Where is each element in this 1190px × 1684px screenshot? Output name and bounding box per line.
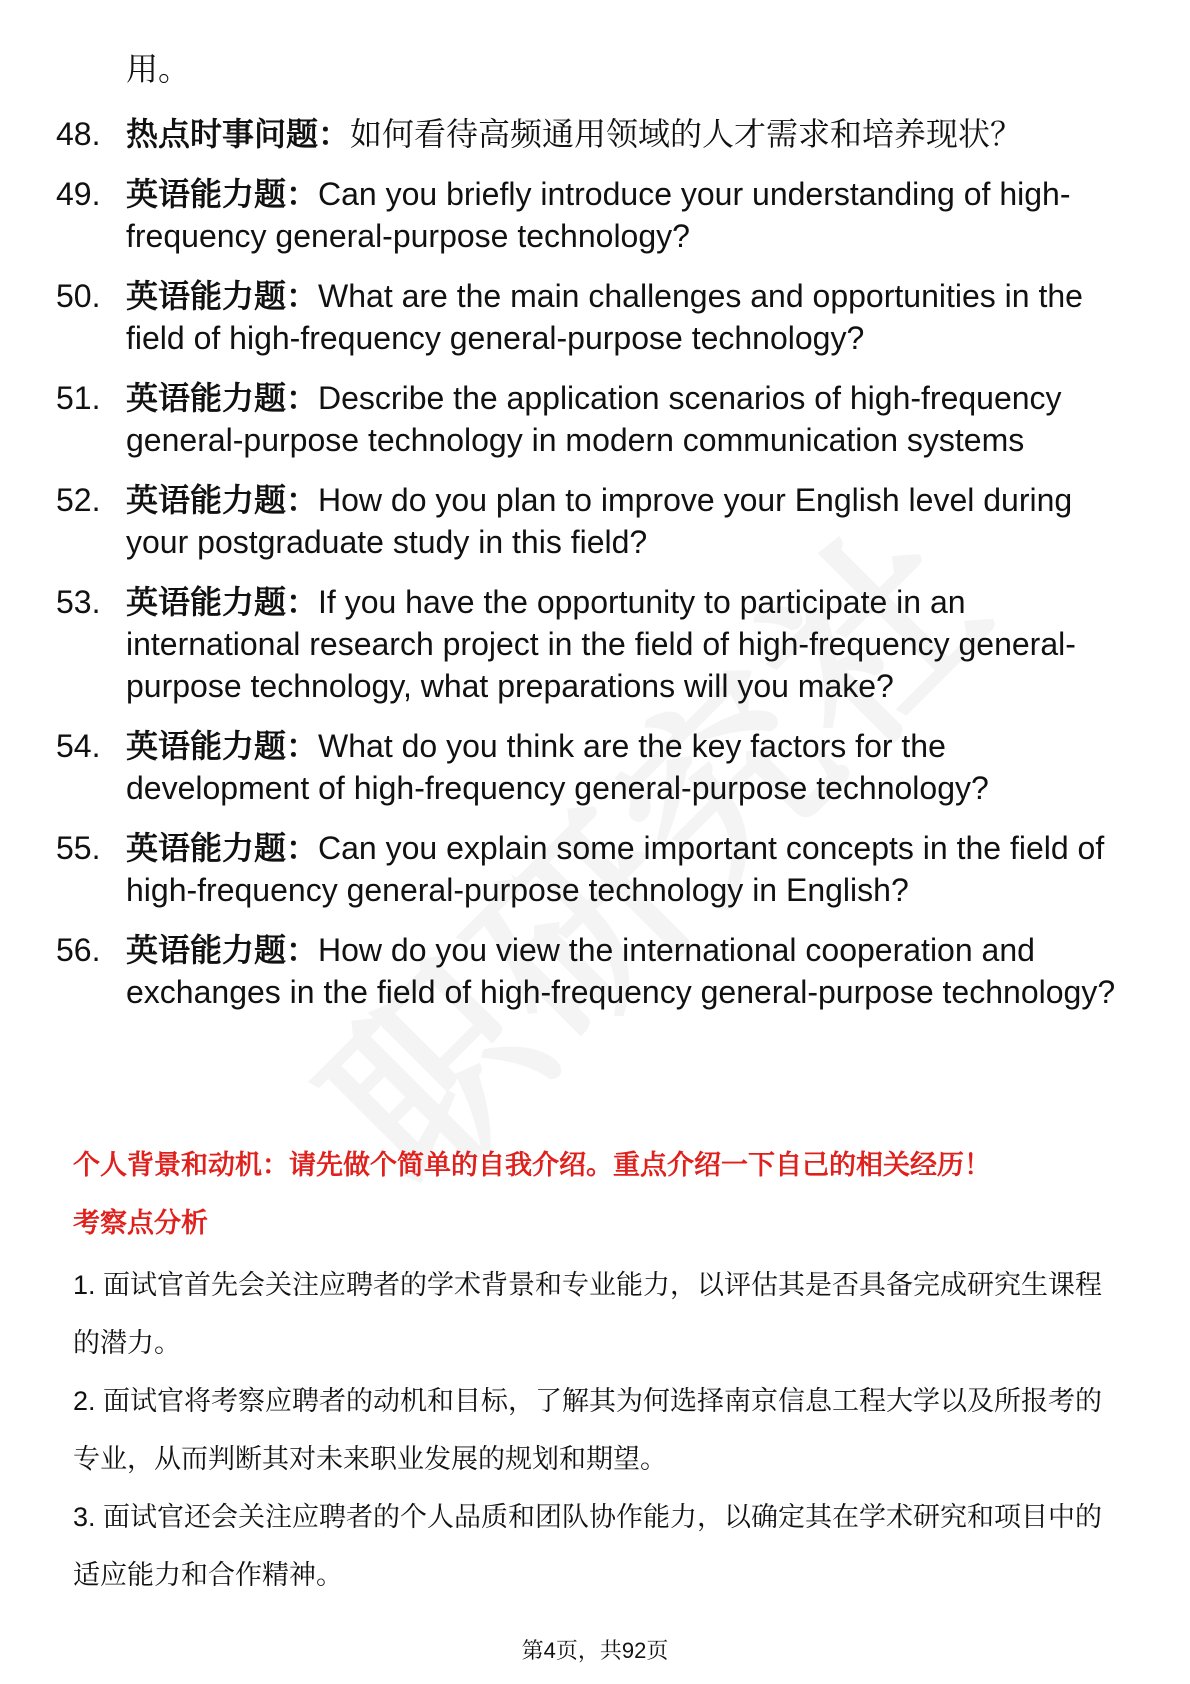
analysis-points [73, 1256, 1123, 1604]
analysis-title: 考察点分析 [73, 1208, 208, 1238]
question-number: 53. [56, 584, 101, 620]
question-type: 英语能力题： [126, 584, 319, 620]
question-item [56, 275, 1136, 359]
question-text: Can you briefly introduce your understanding of high-frequency general-purpose technology? [126, 176, 1071, 254]
question-text: Describe the application scenarios of high-frequency general-purpose technology in modern communication systems [126, 380, 1062, 458]
question-type: 英语能力题： [126, 482, 319, 518]
question-text: If you have the opportunity to participate in an international research project in the field of high-frequency general-purpose technology, what preparations will you make? [126, 584, 1076, 704]
analysis-point: 2. 面试官将考察应聘者的动机和目标，了解其为何选择南京信息工程大学以及所报考的专业，从而判断其对未来职业发展的规划和期望。 [73, 1386, 1103, 1474]
question-number: 54. [56, 728, 101, 764]
question-number: 55. [56, 830, 101, 866]
question-text: How do you view the international cooperation and exchanges in the field of high-frequency general-purpose technology? [126, 932, 1116, 1010]
analysis-point: 3. 面试官还会关注应聘者的个人品质和团队协作能力，以确定其在学术研究和项目中的适应能力和合作精神。 [73, 1502, 1103, 1590]
continuation-text: 用。 [126, 51, 191, 87]
question-number: 50. [56, 278, 101, 314]
question-number: 51. [56, 380, 101, 416]
question-number: 56. [56, 932, 101, 968]
question-item [56, 581, 1136, 707]
question-type: 英语能力题： [126, 728, 319, 764]
question-item [56, 173, 1136, 257]
question-type: 英语能力题： [126, 176, 319, 212]
question-text: Can you explain some important concepts in the field of high-frequency general-purpose technology in English? [126, 830, 1105, 908]
section-title: 个人背景和动机：请先做个简单的自我介绍。重点介绍一下自己的相关经历！ [73, 1150, 991, 1180]
question-type: 英语能力题： [126, 932, 319, 968]
question-item [56, 377, 1136, 461]
question-item [56, 113, 1136, 155]
question-text: What do you think are the key factors for the development of high-frequency general-purpose technology? [126, 728, 989, 806]
question-text: What are the main challenges and opportunities in the field of high-frequency general-purpose technology? [126, 278, 1083, 356]
question-type: 英语能力题： [126, 278, 319, 314]
question-text: How do you plan to improve your English level during your postgraduate study in this field? [126, 482, 1073, 560]
question-number: 49. [56, 176, 101, 212]
question-type: 热点时事问题： [126, 116, 351, 152]
question-text: 如何看待高频通用领域的人才需求和培养现状？ [350, 116, 1023, 152]
question-item [56, 725, 1136, 809]
question-type: 英语能力题： [126, 380, 319, 416]
question-type: 英语能力题： [126, 830, 319, 866]
question-list [56, 113, 1136, 1031]
question-item [56, 479, 1136, 563]
page-footer: 第4页，共92页 [521, 1638, 669, 1663]
question-number: 48. [56, 116, 101, 152]
question-item [56, 929, 1136, 1013]
question-item [56, 827, 1136, 911]
analysis-point: 1. 面试官首先会关注应聘者的学术背景和专业能力，以评估其是否具备完成研究生课程的潜力。 [73, 1270, 1103, 1358]
question-number: 52. [56, 482, 101, 518]
